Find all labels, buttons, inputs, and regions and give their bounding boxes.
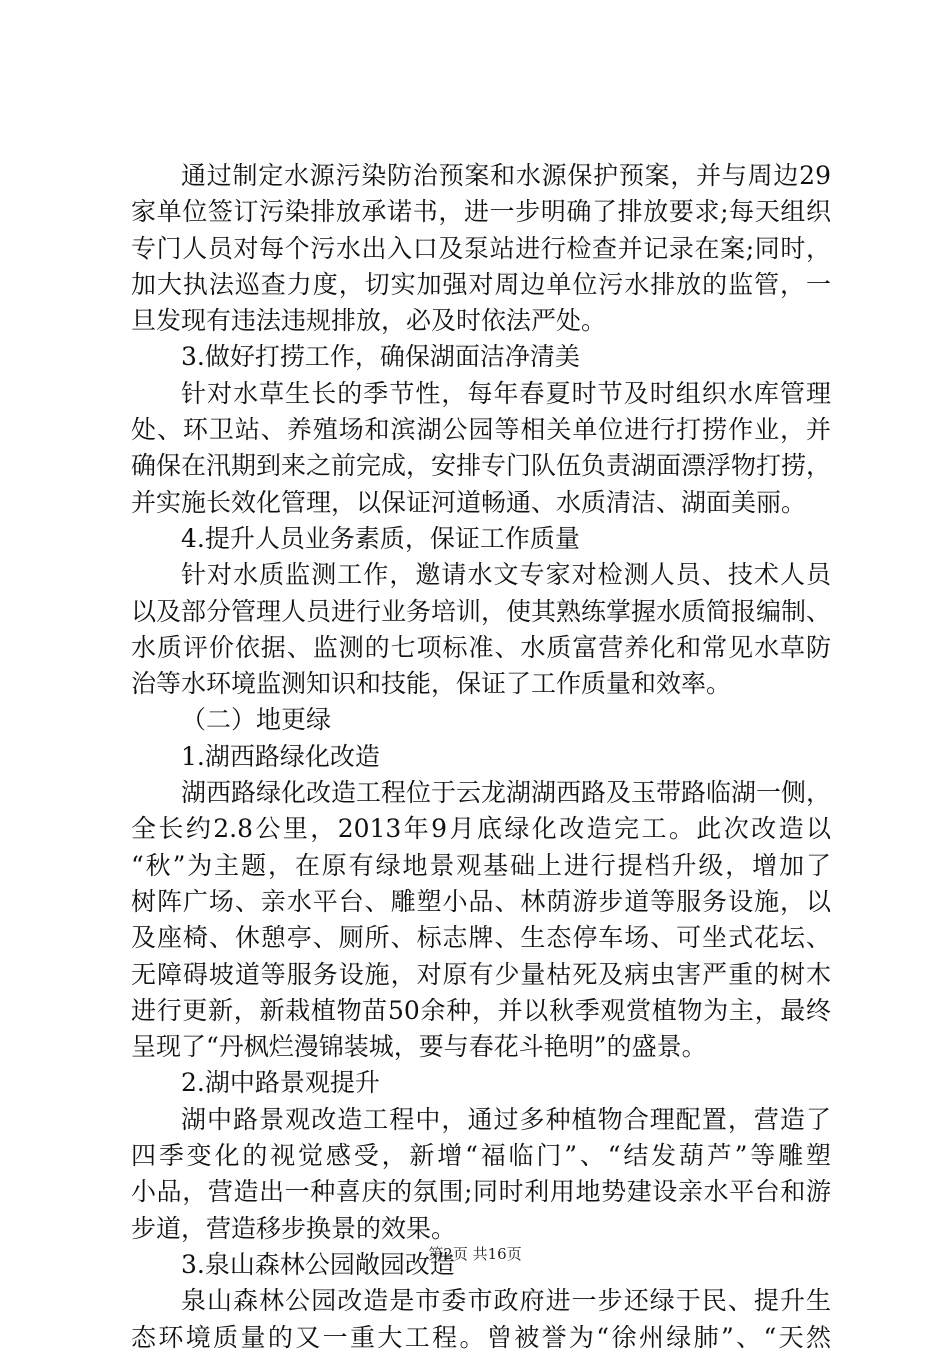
text-line: 小品，营造出一种喜庆的氛围;同时利用地势建设亲水平台和游 bbox=[131, 1177, 831, 1207]
heading-greener-land bbox=[131, 702, 831, 738]
paragraph-pollution-control bbox=[131, 158, 831, 339]
text-line: 湖中路景观改造工程中，通过多种植物合理配置，营造了 bbox=[181, 1104, 831, 1134]
text-line: 湖西路绿化改造工程位于云龙湖湖西路及玉带路临湖一侧， bbox=[181, 778, 832, 808]
heading-huxi-road bbox=[131, 739, 831, 775]
page-number-footer: 第2页 共16页 bbox=[428, 1245, 522, 1263]
paragraph-huzhong-road bbox=[131, 1102, 831, 1247]
text-line: 以及部分管理人员进行业务培训，使其熟练掌握水质简报编制、 bbox=[131, 596, 832, 626]
text-line: 水质评价依据、监测的七项标准、水质富营养化和常见水草防 bbox=[131, 632, 831, 662]
paragraph-huxi-road bbox=[131, 775, 831, 1065]
section-heading: 2.湖中路景观提升 bbox=[181, 1068, 380, 1098]
text-line: 针对水草生长的季节性，每年春夏时节及时组织水库管理 bbox=[181, 378, 831, 408]
paragraph-quanshan-park bbox=[131, 1283, 831, 1356]
document-body bbox=[131, 158, 831, 1356]
text-line: 确保在汛期到来之前完成，安排专门队伍负责湖面漂浮物打捞， bbox=[131, 451, 832, 481]
text-line: 专门人员对每个污水出入口及泵站进行检查并记录在案;同时， bbox=[131, 233, 831, 263]
text-line: 态环境质量的又一重大工程。曾被誉为“徐州绿肺”、“天然 bbox=[131, 1322, 831, 1352]
text-line: 及座椅、休憩亭、厕所、标志牌、生态停车场、可坐式花坛、 bbox=[131, 923, 831, 953]
text-line: 进行更新，新栽植物苗50余种，并以秋季观赏植物为主，最终 bbox=[131, 995, 831, 1025]
heading-huzhong-road bbox=[131, 1065, 831, 1101]
text-line: 四季变化的视觉感受，新增“福临门”、“结发葫芦”等雕塑 bbox=[131, 1141, 831, 1171]
text-line: 针对水质监测工作，邀请水文专家对检测人员、技术人员 bbox=[181, 560, 831, 590]
text-line: 加大执法巡查力度，切实加强对周边单位污水排放的监管，一 bbox=[131, 269, 831, 299]
paragraph-staff-quality bbox=[131, 557, 831, 702]
heading-salvage-work bbox=[131, 339, 831, 375]
text-line: 无障碍坡道等服务设施，对原有少量枯死及病虫害严重的树木 bbox=[131, 959, 831, 989]
text-line: 并实施长效化管理，以保证河道畅通、水质清洁、湖面美丽。 bbox=[131, 487, 807, 517]
text-line: 步道，营造移步换景的效果。 bbox=[131, 1213, 457, 1243]
text-line: 全长约2.8公里，2013年9月底绿化改造完工。此次改造以 bbox=[131, 814, 831, 844]
text-line: 呈现了“丹枫烂漫锦装城，要与春花斗艳明”的盛景。 bbox=[131, 1032, 707, 1062]
text-line: 树阵广场、亲水平台、雕塑小品、林荫游步道等服务设施，以 bbox=[131, 886, 831, 916]
text-line: 治等水环境监测知识和技能，保证了工作质量和效率。 bbox=[131, 669, 732, 699]
text-line: 处、环卫站、养殖场和滨湖公园等相关单位进行打捞作业，并 bbox=[131, 415, 831, 445]
section-heading: 3.做好打捞工作，确保湖面洁净清美 bbox=[181, 342, 580, 372]
heading-staff-quality bbox=[131, 521, 831, 557]
paragraph-salvage-work bbox=[131, 376, 831, 521]
text-line: 泉山森林公园改造是市委市政府进一步还绿于民、提升生 bbox=[181, 1286, 831, 1316]
text-line: 通过制定水源污染防治预案和水源保护预案，并与周边29 bbox=[181, 161, 831, 190]
text-line: 旦发现有违法违规排放，必及时依法严处。 bbox=[131, 306, 607, 336]
section-heading: 1.湖西路绿化改造 bbox=[181, 741, 380, 771]
text-line: 家单位签订污染排放承诺书，进一步明确了排放要求;每天组织 bbox=[131, 197, 831, 227]
section-heading: （二）地更绿 bbox=[181, 705, 332, 735]
section-heading: 3.泉山森林公园敞园改造 bbox=[181, 1249, 455, 1279]
text-line: “秋”为主题，在原有绿地景观基础上进行提档升级，增加了 bbox=[131, 850, 831, 880]
section-heading: 4.提升人员业务素质，保证工作质量 bbox=[181, 523, 580, 553]
